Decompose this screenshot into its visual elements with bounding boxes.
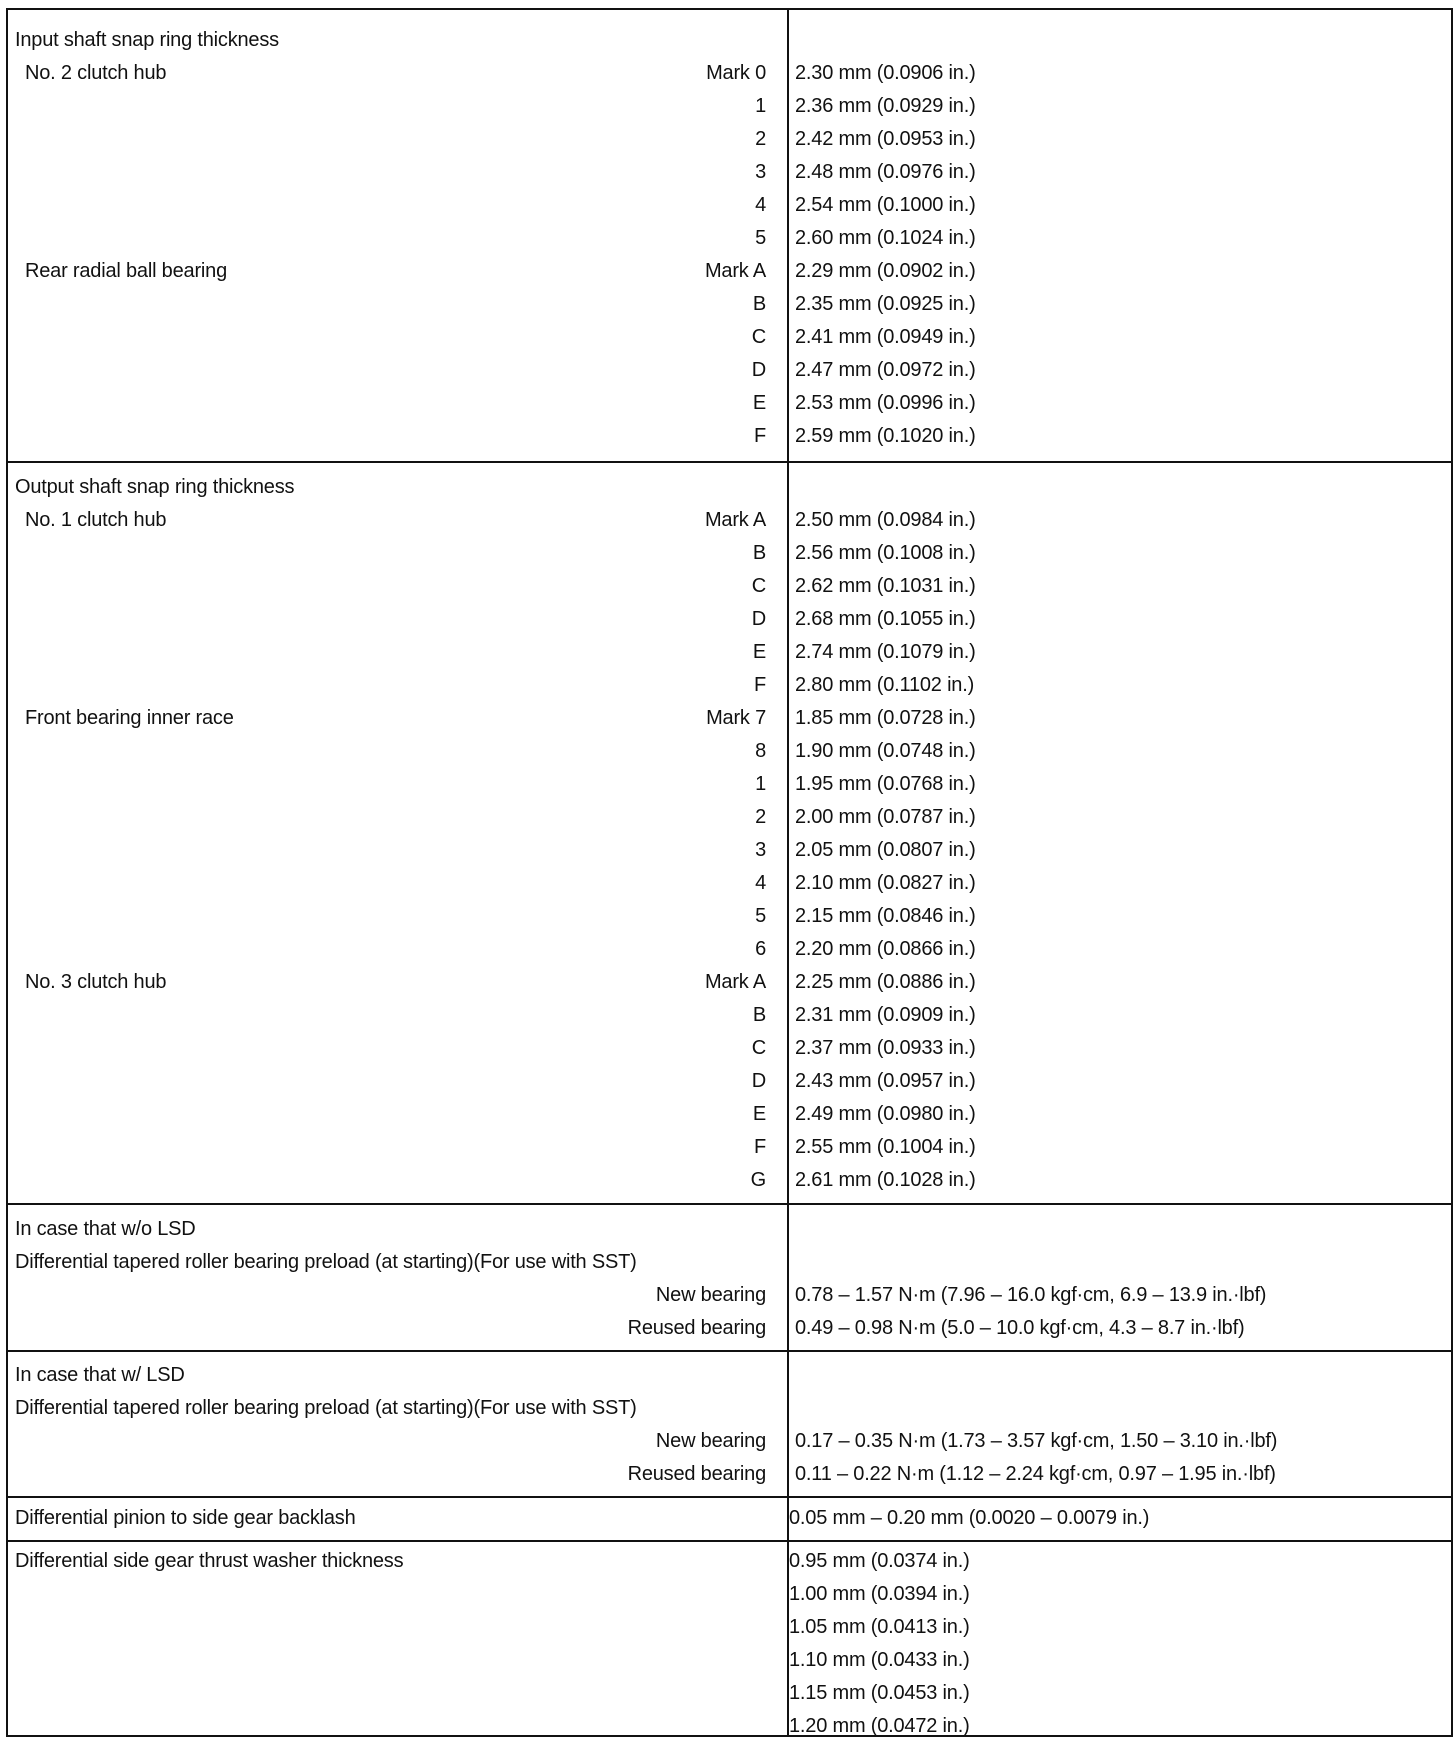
table-row <box>8 537 1451 570</box>
mark-cell: Mark A <box>704 260 766 282</box>
preload-subheading: Differential tapered roller bearing preload (at starting)(For use with SST) <box>15 1397 637 1419</box>
value-cell: 2.42 mm (0.0953 in.) <box>795 128 976 150</box>
table-row <box>8 255 1451 288</box>
mark-cell: Mark 7 <box>706 707 766 729</box>
mark-cell: 2 <box>755 806 766 828</box>
value-cell: 0.49 – 0.98 N·m (5.0 – 10.0 kgf·cm, 4.3 – 8.7 in.·lbf) <box>795 1317 1245 1339</box>
thrust-washer-label: Differential side gear thrust washer thickness <box>15 1550 404 1572</box>
spec-table <box>6 8 1453 1737</box>
mark-cell: F <box>753 1136 766 1158</box>
table-row <box>8 735 1451 768</box>
mark-cell: E <box>752 641 766 663</box>
value-cell: 0.11 – 0.22 N·m (1.12 – 2.24 kgf·cm, 0.97 – 1.95 in.·lbf) <box>795 1463 1276 1485</box>
mark-cell: 4 <box>755 194 766 216</box>
section-heading-row <box>8 1213 1451 1246</box>
mark-cell: 8 <box>755 740 766 762</box>
table-row <box>8 900 1451 933</box>
value-cell: 2.68 mm (0.1055 in.) <box>795 608 976 630</box>
table-row <box>8 1502 1451 1535</box>
value-cell: 2.53 mm (0.0996 in.) <box>795 392 976 414</box>
preload-subheading: Differential tapered roller bearing preload (at starting)(For use with SST) <box>15 1251 637 1273</box>
table-row <box>8 669 1451 702</box>
table-row <box>8 1164 1451 1197</box>
value-cell: 2.50 mm (0.0984 in.) <box>795 509 976 531</box>
table-row <box>8 1312 1451 1345</box>
value-cell: 2.43 mm (0.0957 in.) <box>795 1070 976 1092</box>
mark-cell: 1 <box>755 773 766 795</box>
value-cell: 1.95 mm (0.0768 in.) <box>795 773 976 795</box>
mark-cell: D <box>751 359 766 381</box>
value-cell: 1.90 mm (0.0748 in.) <box>795 740 976 762</box>
table-row <box>8 1677 1451 1710</box>
table-row <box>8 603 1451 636</box>
table-row <box>8 1458 1451 1491</box>
section-subheading-row <box>8 1392 1451 1425</box>
table-row <box>8 1644 1451 1677</box>
value-cell: 2.41 mm (0.0949 in.) <box>795 326 976 348</box>
table-row <box>8 1578 1451 1611</box>
table-row <box>8 570 1451 603</box>
table-row <box>8 1611 1451 1644</box>
value-cell: 2.56 mm (0.1008 in.) <box>795 542 976 564</box>
section-divider <box>8 1540 1451 1542</box>
table-row <box>8 123 1451 156</box>
table-row <box>8 189 1451 222</box>
table-row <box>8 288 1451 321</box>
section-divider <box>8 1496 1451 1498</box>
table-row <box>8 1710 1451 1743</box>
rear-radial-ball-bearing-label: Rear radial ball bearing <box>25 260 227 282</box>
value-cell: 2.55 mm (0.1004 in.) <box>795 1136 976 1158</box>
value-cell: 2.30 mm (0.0906 in.) <box>795 62 976 84</box>
mark-cell: 2 <box>755 128 766 150</box>
table-row <box>8 867 1451 900</box>
value-cell: 1.85 mm (0.0728 in.) <box>795 707 976 729</box>
mark-cell: Mark 0 <box>706 62 766 84</box>
mark-cell: F <box>753 674 766 696</box>
value-cell: 0.05 mm – 0.20 mm (0.0020 – 0.0079 in.) <box>789 1507 1150 1529</box>
mark-cell: New bearing <box>655 1284 766 1306</box>
table-row <box>8 834 1451 867</box>
mark-cell: 3 <box>755 839 766 861</box>
no2-clutch-hub-label: No. 2 clutch hub <box>25 62 167 84</box>
value-cell: 2.54 mm (0.1000 in.) <box>795 194 976 216</box>
value-cell: 2.31 mm (0.0909 in.) <box>795 1004 976 1026</box>
value-cell: 2.60 mm (0.1024 in.) <box>795 227 976 249</box>
mark-cell: B <box>752 1004 766 1026</box>
table-row <box>8 702 1451 735</box>
table-row <box>8 1545 1451 1578</box>
table-row <box>8 999 1451 1032</box>
mark-cell: D <box>751 608 766 630</box>
value-cell: 2.37 mm (0.0933 in.) <box>795 1037 976 1059</box>
value-cell: 2.61 mm (0.1028 in.) <box>795 1169 976 1191</box>
table-row <box>8 768 1451 801</box>
mark-cell: E <box>752 1103 766 1125</box>
table-row <box>8 156 1451 189</box>
mark-cell: C <box>751 1037 766 1059</box>
value-cell: 2.15 mm (0.0846 in.) <box>795 905 976 927</box>
mark-cell: 4 <box>755 872 766 894</box>
mark-cell: 5 <box>755 227 766 249</box>
section-divider <box>8 1203 1451 1205</box>
value-cell: 0.78 – 1.57 N·m (7.96 – 16.0 kgf·cm, 6.9 – 13.9 in.·lbf) <box>795 1284 1267 1306</box>
table-row <box>8 1131 1451 1164</box>
table-row <box>8 966 1451 999</box>
mark-cell: D <box>751 1070 766 1092</box>
mark-cell: New bearing <box>655 1430 766 1452</box>
table-row <box>8 1425 1451 1458</box>
table-row <box>8 387 1451 420</box>
mark-cell: B <box>752 293 766 315</box>
table-row <box>8 90 1451 123</box>
table-row <box>8 1032 1451 1065</box>
wo-lsd-heading: In case that w/o LSD <box>15 1218 196 1240</box>
table-row <box>8 420 1451 453</box>
w-lsd-heading: In case that w/ LSD <box>15 1364 185 1386</box>
value-cell: 2.62 mm (0.1031 in.) <box>795 575 976 597</box>
value-cell: 2.74 mm (0.1079 in.) <box>795 641 976 663</box>
section-divider <box>8 461 1451 463</box>
mark-cell: Mark A <box>704 971 766 993</box>
value-cell: 1.10 mm (0.0433 in.) <box>789 1649 970 1671</box>
mark-cell: Mark A <box>704 509 766 531</box>
table-row <box>8 354 1451 387</box>
mark-cell: Reused bearing <box>627 1463 766 1485</box>
value-cell: 2.00 mm (0.0787 in.) <box>795 806 976 828</box>
value-cell: 2.36 mm (0.0929 in.) <box>795 95 976 117</box>
value-cell: 1.20 mm (0.0472 in.) <box>789 1715 970 1737</box>
table-row <box>8 504 1451 537</box>
section-heading-row <box>8 24 1451 57</box>
value-cell: 1.00 mm (0.0394 in.) <box>789 1583 970 1605</box>
table-row <box>8 57 1451 90</box>
table-row <box>8 321 1451 354</box>
value-cell: 2.80 mm (0.1102 in.) <box>795 674 975 696</box>
mark-cell: Reused bearing <box>627 1317 766 1339</box>
value-cell: 2.49 mm (0.0980 in.) <box>795 1103 976 1125</box>
value-cell: 0.17 – 0.35 N·m (1.73 – 3.57 kgf·cm, 1.50 – 3.10 in.·lbf) <box>795 1430 1278 1452</box>
section-subheading-row <box>8 1246 1451 1279</box>
input-shaft-heading: Input shaft snap ring thickness <box>15 29 279 51</box>
mark-cell: G <box>750 1169 766 1191</box>
mark-cell: 3 <box>755 161 766 183</box>
table-row <box>8 801 1451 834</box>
mark-cell: C <box>751 326 766 348</box>
value-cell: 2.05 mm (0.0807 in.) <box>795 839 976 861</box>
value-cell: 2.25 mm (0.0886 in.) <box>795 971 976 993</box>
value-cell: 2.48 mm (0.0976 in.) <box>795 161 976 183</box>
mark-cell: B <box>752 542 766 564</box>
value-cell: 2.35 mm (0.0925 in.) <box>795 293 976 315</box>
value-cell: 1.15 mm (0.0453 in.) <box>789 1682 970 1704</box>
section-heading-row <box>8 471 1451 504</box>
mark-cell: 1 <box>755 95 766 117</box>
output-shaft-heading: Output shaft snap ring thickness <box>15 476 295 498</box>
mark-cell: 5 <box>755 905 766 927</box>
mark-cell: E <box>752 392 766 414</box>
table-row <box>8 1098 1451 1131</box>
value-cell: 2.47 mm (0.0972 in.) <box>795 359 976 381</box>
table-row <box>8 222 1451 255</box>
front-bearing-inner-race-label: Front bearing inner race <box>25 707 234 729</box>
value-cell: 0.95 mm (0.0374 in.) <box>789 1550 970 1572</box>
value-cell: 2.59 mm (0.1020 in.) <box>795 425 976 447</box>
table-row <box>8 1065 1451 1098</box>
section-heading-row <box>8 1359 1451 1392</box>
value-cell: 2.20 mm (0.0866 in.) <box>795 938 976 960</box>
mark-cell: F <box>753 425 766 447</box>
no1-clutch-hub-label: No. 1 clutch hub <box>25 509 167 531</box>
backlash-label: Differential pinion to side gear backlash <box>15 1507 356 1529</box>
section-divider <box>8 1350 1451 1352</box>
value-cell: 2.10 mm (0.0827 in.) <box>795 872 976 894</box>
value-cell: 2.29 mm (0.0902 in.) <box>795 260 976 282</box>
table-row <box>8 1279 1451 1312</box>
no3-clutch-hub-label: No. 3 clutch hub <box>25 971 167 993</box>
table-row <box>8 636 1451 669</box>
mark-cell: 6 <box>755 938 766 960</box>
value-cell: 1.05 mm (0.0413 in.) <box>789 1616 970 1638</box>
table-row <box>8 933 1451 966</box>
mark-cell: C <box>751 575 766 597</box>
